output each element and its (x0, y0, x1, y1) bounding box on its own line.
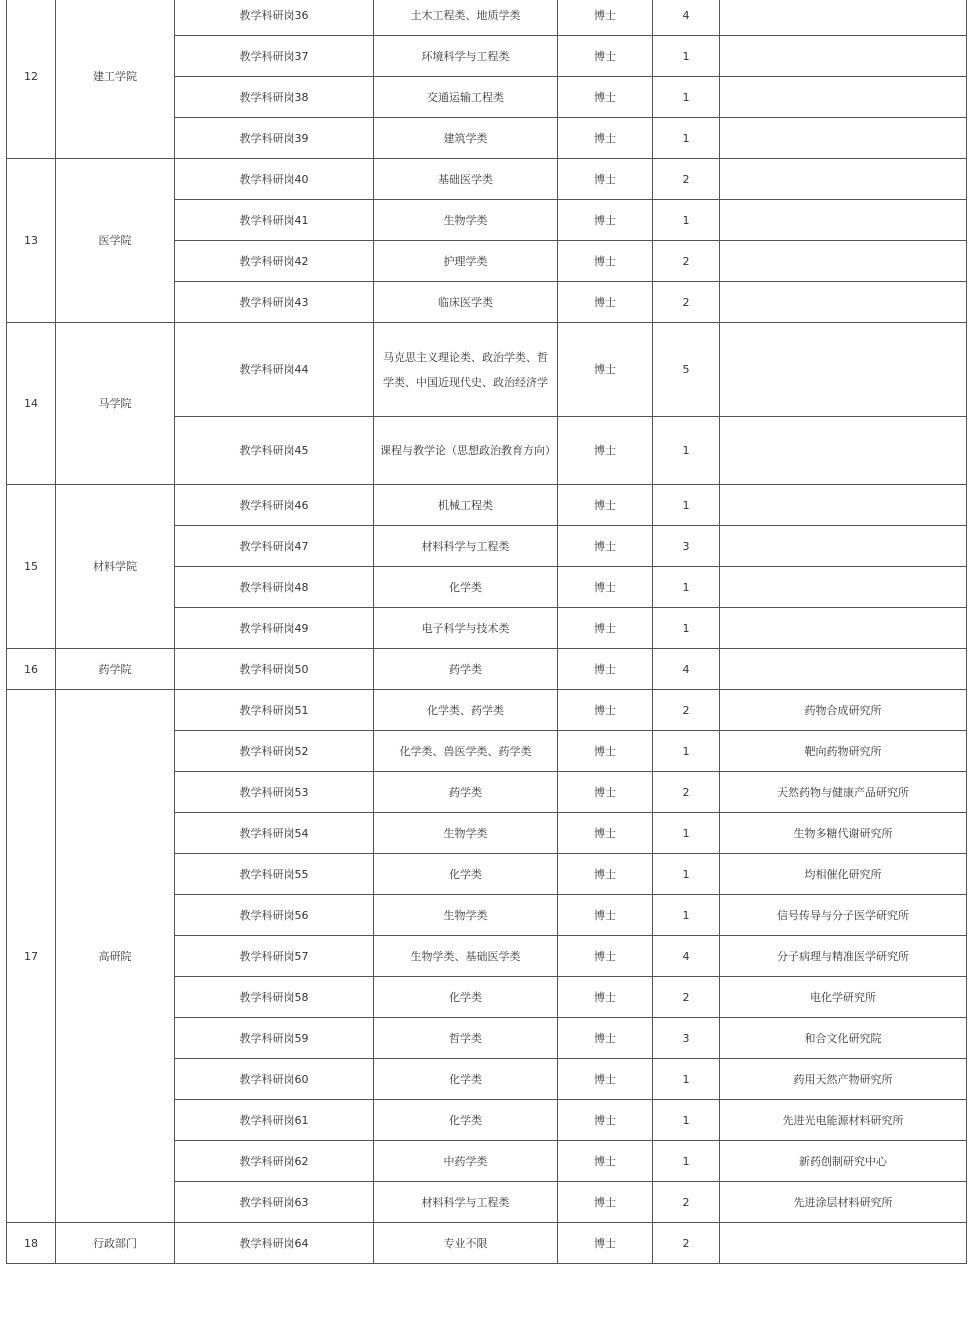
headcount-cell: 1 (653, 1141, 720, 1182)
post-name-cell: 教学科研岗54 (175, 813, 374, 854)
table-row (7, 1223, 967, 1264)
row-index-cell: 13 (7, 159, 56, 323)
note-cell (720, 567, 967, 608)
unit-name-cell: 建工学院 (56, 0, 175, 159)
major-cell: 化学类、药学类 (374, 690, 558, 731)
post-name-cell: 教学科研岗37 (175, 36, 374, 77)
degree-cell: 博士 (558, 526, 653, 567)
major-cell: 交通运输工程类 (374, 77, 558, 118)
degree-cell: 博士 (558, 1182, 653, 1223)
degree-cell: 博士 (558, 77, 653, 118)
degree-cell: 博士 (558, 241, 653, 282)
post-name-cell: 教学科研岗62 (175, 1141, 374, 1182)
degree-cell: 博士 (558, 485, 653, 526)
major-cell: 化学类 (374, 1100, 558, 1141)
note-cell: 先进光电能源材料研究所 (720, 1100, 967, 1141)
table-row (7, 0, 967, 36)
degree-cell: 博士 (558, 0, 653, 36)
headcount-cell: 3 (653, 526, 720, 567)
degree-cell: 博士 (558, 323, 653, 417)
post-name-cell: 教学科研岗58 (175, 977, 374, 1018)
headcount-cell: 1 (653, 77, 720, 118)
post-name-cell: 教学科研岗45 (175, 417, 374, 485)
post-name-cell: 教学科研岗42 (175, 241, 374, 282)
major-cell: 机械工程类 (374, 485, 558, 526)
unit-name-cell: 马学院 (56, 323, 175, 485)
headcount-cell: 1 (653, 731, 720, 772)
note-cell (720, 118, 967, 159)
major-cell: 生物学类、基础医学类 (374, 936, 558, 977)
degree-cell: 博士 (558, 813, 653, 854)
note-cell (720, 323, 967, 417)
note-cell: 分子病理与精准医学研究所 (720, 936, 967, 977)
row-index-cell: 17 (7, 690, 56, 1223)
note-cell: 新药创制研究中心 (720, 1141, 967, 1182)
degree-cell: 博士 (558, 282, 653, 323)
post-name-cell: 教学科研岗41 (175, 200, 374, 241)
degree-cell: 博士 (558, 1141, 653, 1182)
degree-cell: 博士 (558, 1059, 653, 1100)
post-name-cell: 教学科研岗49 (175, 608, 374, 649)
table-row (7, 323, 967, 417)
post-name-cell: 教学科研岗59 (175, 1018, 374, 1059)
degree-cell: 博士 (558, 417, 653, 485)
note-cell (720, 200, 967, 241)
degree-cell: 博士 (558, 772, 653, 813)
headcount-cell: 2 (653, 772, 720, 813)
headcount-cell: 1 (653, 118, 720, 159)
unit-name-cell: 行政部门 (56, 1223, 175, 1264)
major-cell: 生物学类 (374, 813, 558, 854)
post-name-cell: 教学科研岗57 (175, 936, 374, 977)
major-cell: 生物学类 (374, 200, 558, 241)
degree-cell: 博士 (558, 567, 653, 608)
headcount-cell: 2 (653, 282, 720, 323)
post-name-cell: 教学科研岗51 (175, 690, 374, 731)
major-cell: 电子科学与技术类 (374, 608, 558, 649)
major-cell: 课程与教学论（思想政治教育方向） (374, 417, 558, 485)
major-cell: 化学类 (374, 1059, 558, 1100)
note-cell (720, 282, 967, 323)
major-cell: 建筑学类 (374, 118, 558, 159)
row-index-cell: 14 (7, 323, 56, 485)
headcount-cell: 1 (653, 1059, 720, 1100)
degree-cell: 博士 (558, 854, 653, 895)
degree-cell: 博士 (558, 1100, 653, 1141)
headcount-cell: 2 (653, 977, 720, 1018)
degree-cell: 博士 (558, 731, 653, 772)
headcount-cell: 2 (653, 241, 720, 282)
note-cell (720, 485, 967, 526)
headcount-cell: 1 (653, 417, 720, 485)
headcount-cell: 4 (653, 649, 720, 690)
note-cell: 药用天然产物研究所 (720, 1059, 967, 1100)
major-cell: 药学类 (374, 649, 558, 690)
note-cell (720, 649, 967, 690)
headcount-cell: 1 (653, 813, 720, 854)
major-cell: 材料科学与工程类 (374, 1182, 558, 1223)
note-cell (720, 159, 967, 200)
note-cell (720, 526, 967, 567)
headcount-cell: 1 (653, 36, 720, 77)
degree-cell: 博士 (558, 159, 653, 200)
major-cell: 材料科学与工程类 (374, 526, 558, 567)
major-cell: 护理学类 (374, 241, 558, 282)
note-cell: 生物多糖代谢研究所 (720, 813, 967, 854)
headcount-cell: 5 (653, 323, 720, 417)
degree-cell: 博士 (558, 977, 653, 1018)
note-cell: 先进涂层材料研究所 (720, 1182, 967, 1223)
major-cell: 化学类、兽医学类、药学类 (374, 731, 558, 772)
degree-cell: 博士 (558, 690, 653, 731)
degree-cell: 博士 (558, 118, 653, 159)
major-cell: 化学类 (374, 567, 558, 608)
note-cell: 均相催化研究所 (720, 854, 967, 895)
major-cell: 哲学类 (374, 1018, 558, 1059)
post-name-cell: 教学科研岗63 (175, 1182, 374, 1223)
degree-cell: 博士 (558, 36, 653, 77)
note-cell (720, 241, 967, 282)
headcount-cell: 4 (653, 936, 720, 977)
headcount-cell: 4 (653, 0, 720, 36)
post-name-cell: 教学科研岗53 (175, 772, 374, 813)
post-name-cell: 教学科研岗38 (175, 77, 374, 118)
degree-cell: 博士 (558, 608, 653, 649)
headcount-cell: 1 (653, 854, 720, 895)
degree-cell: 博士 (558, 200, 653, 241)
recruitment-table (6, 0, 967, 1264)
table-row (7, 159, 967, 200)
headcount-cell: 1 (653, 895, 720, 936)
row-index-cell: 18 (7, 1223, 56, 1264)
post-name-cell: 教学科研岗52 (175, 731, 374, 772)
degree-cell: 博士 (558, 895, 653, 936)
row-index-cell: 16 (7, 649, 56, 690)
major-cell: 环境科学与工程类 (374, 36, 558, 77)
note-cell (720, 608, 967, 649)
headcount-cell: 2 (653, 159, 720, 200)
unit-name-cell: 药学院 (56, 649, 175, 690)
note-cell (720, 36, 967, 77)
degree-cell: 博士 (558, 649, 653, 690)
post-name-cell: 教学科研岗56 (175, 895, 374, 936)
table-row (7, 649, 967, 690)
headcount-cell: 1 (653, 485, 720, 526)
note-cell (720, 0, 967, 36)
post-name-cell: 教学科研岗64 (175, 1223, 374, 1264)
major-cell: 专业不限 (374, 1223, 558, 1264)
degree-cell: 博士 (558, 936, 653, 977)
row-index-cell: 15 (7, 485, 56, 649)
major-cell: 临床医学类 (374, 282, 558, 323)
headcount-cell: 3 (653, 1018, 720, 1059)
post-name-cell: 教学科研岗40 (175, 159, 374, 200)
headcount-cell: 2 (653, 690, 720, 731)
major-cell: 生物学类 (374, 895, 558, 936)
headcount-cell: 1 (653, 567, 720, 608)
headcount-cell: 2 (653, 1223, 720, 1264)
post-name-cell: 教学科研岗36 (175, 0, 374, 36)
major-cell: 中药学类 (374, 1141, 558, 1182)
major-cell: 马克思主义理论类、政治学类、哲学类、中国近现代史、政治经济学 (374, 323, 558, 417)
note-cell (720, 77, 967, 118)
major-cell: 化学类 (374, 977, 558, 1018)
note-cell (720, 417, 967, 485)
degree-cell: 博士 (558, 1018, 653, 1059)
headcount-cell: 1 (653, 1100, 720, 1141)
headcount-cell: 1 (653, 608, 720, 649)
unit-name-cell: 材料学院 (56, 485, 175, 649)
post-name-cell: 教学科研岗60 (175, 1059, 374, 1100)
degree-cell: 博士 (558, 1223, 653, 1264)
table-row (7, 485, 967, 526)
unit-name-cell: 高研院 (56, 690, 175, 1223)
row-index-cell: 12 (7, 0, 56, 159)
table-row (7, 690, 967, 731)
note-cell: 靶向药物研究所 (720, 731, 967, 772)
headcount-cell: 1 (653, 200, 720, 241)
note-cell: 天然药物与健康产品研究所 (720, 772, 967, 813)
major-cell: 土木工程类、地质学类 (374, 0, 558, 36)
post-name-cell: 教学科研岗61 (175, 1100, 374, 1141)
post-name-cell: 教学科研岗43 (175, 282, 374, 323)
note-cell: 信号传导与分子医学研究所 (720, 895, 967, 936)
major-cell: 基础医学类 (374, 159, 558, 200)
post-name-cell: 教学科研岗50 (175, 649, 374, 690)
post-name-cell: 教学科研岗47 (175, 526, 374, 567)
post-name-cell: 教学科研岗44 (175, 323, 374, 417)
unit-name-cell: 医学院 (56, 159, 175, 323)
headcount-cell: 2 (653, 1182, 720, 1223)
note-cell: 电化学研究所 (720, 977, 967, 1018)
major-cell: 化学类 (374, 854, 558, 895)
note-cell: 药物合成研究所 (720, 690, 967, 731)
major-cell: 药学类 (374, 772, 558, 813)
post-name-cell: 教学科研岗48 (175, 567, 374, 608)
post-name-cell: 教学科研岗39 (175, 118, 374, 159)
post-name-cell: 教学科研岗46 (175, 485, 374, 526)
post-name-cell: 教学科研岗55 (175, 854, 374, 895)
note-cell: 和合文化研究院 (720, 1018, 967, 1059)
note-cell (720, 1223, 967, 1264)
